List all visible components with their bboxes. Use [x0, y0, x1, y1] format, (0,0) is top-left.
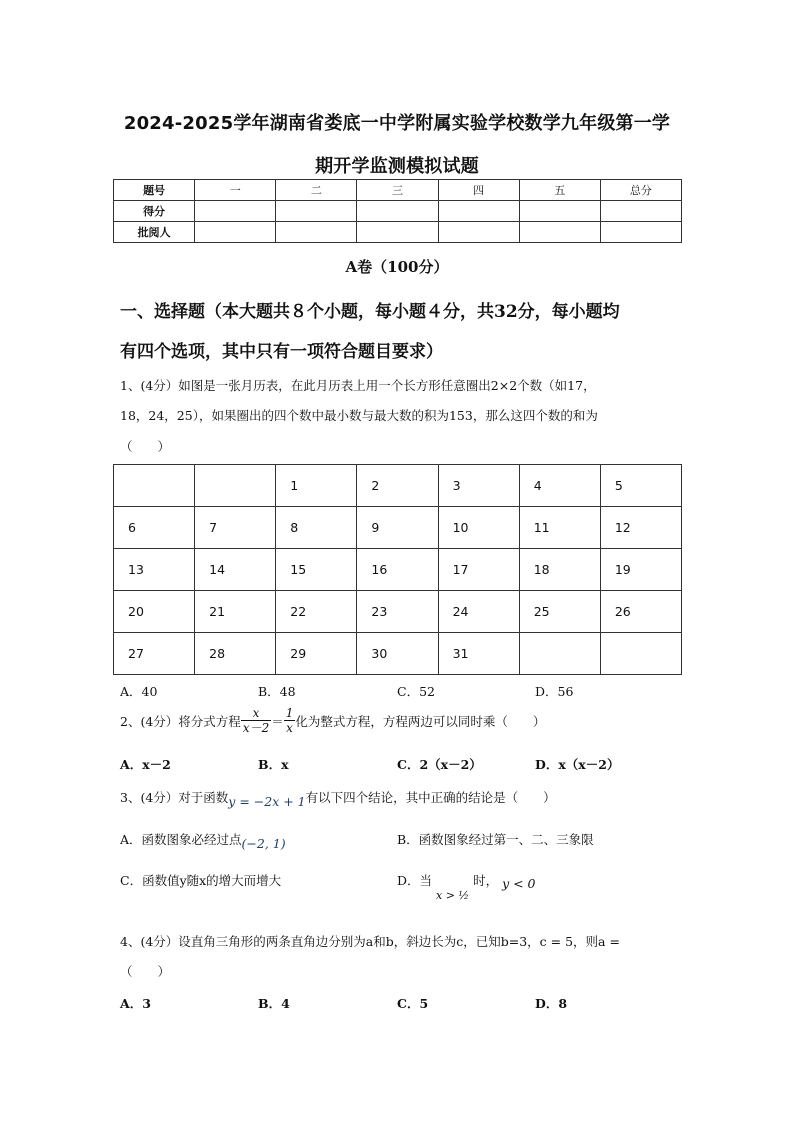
q2-option-a[interactable]: A．x－2: [120, 757, 171, 772]
calendar-cell: 16: [357, 549, 438, 591]
q2-text: [120, 706, 545, 735]
score-cell[interactable]: [519, 201, 600, 222]
q4-option-b[interactable]: B．4: [258, 996, 290, 1011]
score-row-label: 得分: [114, 201, 195, 222]
calendar-cell: 11: [519, 507, 600, 549]
section1-heading-line1: 一、选择题（本大题共８个小题，每小题４分，共32分，每小题均: [120, 302, 620, 322]
q3-option-b[interactable]: B．函数图象经过第一、二、三象限: [397, 832, 594, 847]
calendar-cell: 13: [114, 549, 195, 591]
score-header-cell: 一: [195, 180, 276, 201]
score-header-cell: 三: [357, 180, 438, 201]
q4-option-a[interactable]: A．3: [120, 996, 151, 1011]
score-table-header-row: [114, 180, 682, 201]
grader-cell[interactable]: [438, 222, 519, 243]
calendar-row: [114, 465, 682, 507]
score-cell[interactable]: [357, 201, 438, 222]
calendar-row: [114, 549, 682, 591]
calendar-cell: 17: [438, 549, 519, 591]
q3-function: y = −2x + 1: [228, 794, 306, 809]
calendar-cell: 28: [195, 633, 276, 675]
q1-text-line2: 18，24，25），如果圈出的四个数中最小数与最大数的积为153，那么这四个数的和为: [120, 408, 598, 423]
calendar-cell: [519, 633, 600, 675]
calendar-cell: 31: [438, 633, 519, 675]
calendar-cell: 18: [519, 549, 600, 591]
grader-cell[interactable]: [276, 222, 357, 243]
section1-heading-line2: 有四个选项，其中只有一项符合题目要求）: [120, 342, 443, 362]
exam-title-line1: 2024-2025学年湖南省娄底一中学附属实验学校数学九年级第一学: [123, 113, 671, 134]
q2-frac-left-den: x－2: [242, 721, 270, 735]
q3-prefix: 3、(4分）对于函数: [120, 790, 229, 805]
score-cell[interactable]: [276, 201, 357, 222]
grader-row-label: 批阅人: [114, 222, 195, 243]
q4-text-line1: 4、(4分）设直角三角形的两条直角边分别为a和b，斜边长为c，已知b=3，c = 5，则a =: [120, 934, 620, 949]
calendar-cell: 20: [114, 591, 195, 633]
calendar-cell: 19: [600, 549, 681, 591]
grader-cell[interactable]: [357, 222, 438, 243]
calendar-cell: [600, 633, 681, 675]
q3-option-d-mid: 时，: [473, 873, 499, 888]
score-row: [114, 201, 682, 222]
calendar-row: [114, 633, 682, 675]
calendar-cell: 25: [519, 591, 600, 633]
calendar-row: [114, 591, 682, 633]
calendar-cell: 15: [276, 549, 357, 591]
calendar-cell: 26: [600, 591, 681, 633]
calendar-cell: 4: [519, 465, 600, 507]
score-table: [113, 179, 682, 243]
score-header-cell: 四: [438, 180, 519, 201]
calendar-cell: [114, 465, 195, 507]
q4-option-d[interactable]: D．8: [535, 996, 568, 1011]
q1-text-line3: （ ）: [120, 439, 171, 454]
score-header-cell: 题号: [114, 180, 195, 201]
q3-option-d-result: y < 0: [502, 876, 536, 891]
calendar-table: [113, 464, 682, 675]
q3-option-d-condition: x > ½: [436, 889, 470, 902]
q2-prefix: 2、(4分）将分式方程: [120, 713, 241, 729]
score-header-cell: 五: [519, 180, 600, 201]
q2-frac-right-num: 1: [285, 706, 294, 720]
q1-text-line1: 1、(4分）如图是一张月历表，在此月历表上用一个长方形任意圈出2×2个数（如17，: [120, 378, 596, 393]
calendar-cell: 2: [357, 465, 438, 507]
grader-cell[interactable]: [519, 222, 600, 243]
q3-text: [120, 788, 556, 809]
q2-fraction-right: [284, 706, 296, 735]
q1-option-d[interactable]: D．56: [535, 684, 574, 699]
q3-suffix: 有以下四个结论，其中正确的结论是（ ）: [305, 790, 556, 805]
calendar-cell: 21: [195, 591, 276, 633]
q2-suffix: 化为整式方程，方程两边可以同时乘（ ）: [295, 713, 546, 729]
grader-row: [114, 222, 682, 243]
section-a-heading: A卷（100分）: [345, 258, 449, 276]
q2-frac-right-den: x: [286, 721, 293, 735]
calendar-cell: 24: [438, 591, 519, 633]
calendar-cell: 10: [438, 507, 519, 549]
q2-fraction-left: [241, 706, 271, 735]
score-cell[interactable]: [438, 201, 519, 222]
calendar-cell: 12: [600, 507, 681, 549]
q3-option-c[interactable]: C．函数值y随x的增大而增大: [120, 873, 282, 888]
calendar-cell: 6: [114, 507, 195, 549]
calendar-cell: 5: [600, 465, 681, 507]
calendar-cell: 3: [438, 465, 519, 507]
q3-option-d-prefix: D．当: [397, 873, 433, 888]
grader-cell[interactable]: [195, 222, 276, 243]
q4-text-line2: （ ）: [120, 964, 171, 979]
calendar-cell: 7: [195, 507, 276, 549]
q2-option-d[interactable]: D．x（x－2）: [535, 757, 620, 772]
calendar-cell: 9: [357, 507, 438, 549]
calendar-cell: 30: [357, 633, 438, 675]
calendar-cell: 14: [195, 549, 276, 591]
q2-equals: ＝: [271, 713, 284, 729]
calendar-row: [114, 507, 682, 549]
q2-frac-left-num: x: [241, 706, 271, 721]
q1-option-b[interactable]: B．48: [258, 684, 296, 699]
score-cell[interactable]: [195, 201, 276, 222]
q2-option-b[interactable]: B．x: [258, 757, 289, 772]
exam-title-line2: 期开学监测模拟试题: [315, 156, 479, 177]
calendar-cell: 22: [276, 591, 357, 633]
q3-option-a[interactable]: [120, 830, 286, 851]
calendar-cell: 23: [357, 591, 438, 633]
q3-option-a-text: A．函数图象必经过点: [120, 832, 242, 847]
q3-option-d[interactable]: [397, 871, 536, 902]
q4-option-c[interactable]: C．5: [397, 996, 429, 1011]
q1-option-c[interactable]: C．52: [397, 684, 435, 699]
q1-option-a[interactable]: A．40: [120, 684, 158, 699]
calendar-cell: 8: [276, 507, 357, 549]
q3-option-a-point: (−2, 1): [241, 836, 286, 851]
score-header-cell: 总分: [600, 180, 681, 201]
score-cell[interactable]: [600, 201, 681, 222]
grader-cell[interactable]: [600, 222, 681, 243]
calendar-cell: 1: [276, 465, 357, 507]
calendar-cell: 29: [276, 633, 357, 675]
calendar-cell: 27: [114, 633, 195, 675]
q2-option-c[interactable]: C．2（x－2）: [397, 757, 482, 772]
score-header-cell: 二: [276, 180, 357, 201]
calendar-cell: [195, 465, 276, 507]
